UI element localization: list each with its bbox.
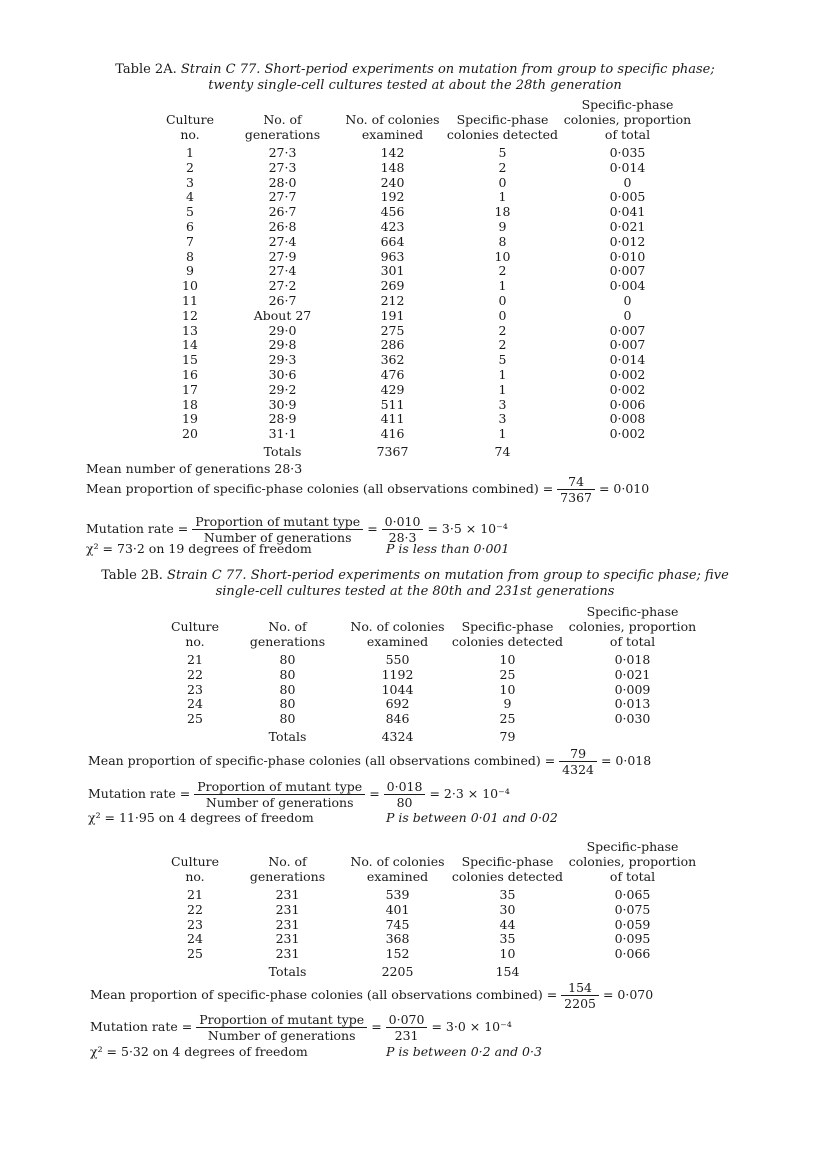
mutation-rate-eq: = — [369, 786, 380, 801]
table-cell: 0·004 — [609, 278, 646, 294]
fraction-denominator: 80 — [396, 795, 413, 810]
table-cell: 2 — [498, 322, 507, 338]
table-cell: 35 — [499, 887, 516, 902]
table-header-row — [160, 604, 700, 653]
table-2b-mean-proportion — [88, 746, 651, 777]
table-cell: 1044 — [381, 681, 414, 697]
table-2a-mean-generations: Mean number of generations 28·3 — [86, 461, 303, 476]
table-cell: 0·021 — [609, 218, 646, 234]
table-cell: 0 — [498, 292, 507, 308]
empty-cell — [160, 727, 230, 745]
table-row — [160, 697, 700, 712]
table-cell: 35 — [499, 931, 516, 947]
table-cell: 362 — [380, 352, 405, 368]
table-2a — [155, 97, 695, 460]
table-cell: 846 — [385, 711, 410, 727]
table-2b-chi-square: χ² = 11·95 on 4 degrees of freedom — [88, 810, 314, 825]
mean-proportion-result: = 0·010 — [598, 481, 650, 496]
column-header: Specific-phase colonies detected — [451, 854, 564, 884]
table-cell: 301 — [380, 263, 405, 279]
table-cell: 231 — [275, 901, 300, 917]
table-cell: 26·7 — [268, 204, 297, 220]
table-cell: 1 — [498, 278, 507, 294]
table-cell: 0·021 — [614, 666, 651, 682]
table-cell: 231 — [275, 931, 300, 947]
table-cell: 275 — [380, 322, 405, 338]
table-cell: 2 — [186, 159, 194, 175]
mutation-rate-formula — [196, 1012, 367, 1043]
table-row — [155, 368, 695, 383]
total-colonies: 4324 — [381, 728, 414, 744]
table-cell: 29·3 — [268, 352, 297, 368]
fraction-numerator: Proportion of mutant type — [194, 779, 365, 795]
table-cell: 30·6 — [268, 366, 297, 382]
table-cell: 0·008 — [609, 411, 646, 427]
table-cell: 22 — [187, 901, 203, 917]
table-cell: 27·2 — [268, 278, 297, 294]
table-cell: 27·3 — [268, 145, 297, 160]
table-cell: 3 — [186, 174, 194, 190]
table-cell: 27·3 — [268, 159, 297, 175]
table-cell: 14 — [182, 337, 198, 353]
table-cell: 4 — [186, 189, 194, 205]
fraction-numerator: 0·018 — [384, 779, 426, 795]
total-detected: 74 — [494, 443, 511, 459]
table-cell: 3 — [498, 411, 507, 427]
table-cell: 3 — [498, 396, 507, 412]
table-cell: 2 — [498, 337, 507, 353]
table-2c-p-value: P is between 0·2 and 0·3 — [386, 1044, 542, 1059]
empty-cell — [565, 962, 700, 980]
totals-row — [160, 727, 700, 745]
table-cell: 1 — [186, 145, 194, 160]
column-header: No. of colonies examined — [345, 112, 440, 142]
column-header: No. of generations — [249, 619, 326, 649]
table-cell: 25 — [187, 711, 203, 727]
table-2b-gen231 — [160, 839, 700, 980]
table-2a-mean-proportion — [86, 474, 649, 505]
table-cell: 6 — [186, 218, 194, 234]
column-header: Culture no. — [170, 619, 220, 649]
table-cell: 25 — [499, 711, 516, 727]
table-cell: 29·8 — [268, 337, 297, 353]
table-cell: 511 — [380, 396, 405, 412]
table-cell: 31·1 — [268, 426, 297, 442]
table-cell: 152 — [385, 946, 410, 962]
table-cell: 539 — [385, 887, 410, 902]
table-cell: 231 — [275, 946, 300, 962]
table-cell: 18 — [494, 204, 511, 220]
table-cell: 21 — [187, 652, 203, 667]
fraction-numerator: 154 — [561, 980, 599, 996]
table-row — [155, 161, 695, 176]
table-row — [155, 250, 695, 265]
table-cell: 8 — [498, 233, 507, 249]
table-cell: 240 — [380, 174, 405, 190]
table-cell: 27·4 — [268, 263, 297, 279]
table-cell: 0 — [498, 307, 507, 323]
table-row — [160, 947, 700, 962]
table-cell: 29·0 — [268, 322, 297, 338]
table-row — [160, 683, 700, 698]
table-cell: 1 — [498, 366, 507, 382]
mean-proportion-fraction — [561, 980, 599, 1011]
table-cell: 9 — [498, 218, 507, 234]
column-header: Specific-phase colonies, proportion of total — [568, 839, 697, 884]
table-cell: 16 — [182, 366, 198, 382]
table-2b-gen80 — [160, 604, 700, 745]
table-cell: 1 — [498, 426, 507, 442]
table-cell: 0·095 — [614, 931, 651, 947]
table-cell: 0·002 — [609, 366, 646, 382]
mutation-rate-result: = 3·0 × 10⁻⁴ — [431, 1019, 512, 1034]
table-row — [160, 932, 700, 947]
table-2a-chi-square: χ² = 73·2 on 19 degrees of freedom — [86, 541, 312, 556]
table-row — [155, 176, 695, 191]
table-cell: 0 — [498, 174, 507, 190]
mean-proportion-text: Mean proportion of specific-phase colonies (all observations combined) = — [88, 753, 556, 768]
table-row — [160, 712, 700, 727]
table-cell: 80 — [279, 652, 296, 667]
table-row — [155, 353, 695, 368]
table-cell: 27·4 — [268, 233, 297, 249]
table-cell: 416 — [380, 426, 405, 442]
table-cell: 1 — [498, 189, 507, 205]
column-header: Specific-phase colonies, proportion of total — [563, 97, 692, 142]
fraction-denominator: 231 — [394, 1028, 419, 1043]
table-cell: 18 — [182, 396, 198, 412]
fraction-denominator: 7367 — [560, 490, 592, 505]
table-cell: About 27 — [253, 307, 312, 323]
mutation-rate-result: = 3·5 × 10⁻⁴ — [427, 521, 508, 536]
mutation-rate-eq: = — [367, 521, 378, 536]
mutation-rate-label: Mutation rate = — [90, 1019, 193, 1034]
table-cell: 80 — [279, 696, 296, 712]
mean-proportion-result: = 0·070 — [602, 987, 654, 1002]
mutation-rate-formula — [194, 779, 365, 810]
table-2b-caption-lead: Table 2B. — [101, 568, 163, 583]
fraction-denominator: Number of generations — [203, 530, 352, 545]
table-cell: 27·9 — [268, 248, 297, 264]
mean-proportion-result: = 0·018 — [600, 753, 652, 768]
table-cell: 25 — [499, 666, 516, 682]
table-cell: 269 — [380, 278, 405, 294]
table-cell: 368 — [385, 931, 410, 947]
table-cell: 429 — [380, 381, 405, 397]
table-cell: 0·065 — [614, 887, 651, 902]
table-row — [155, 235, 695, 250]
table-cell: 22 — [187, 666, 203, 682]
mutation-rate-label: Mutation rate = — [86, 521, 189, 536]
table-cell: 231 — [275, 887, 300, 902]
table-cell: 5 — [186, 204, 194, 220]
table-cell: 664 — [380, 233, 405, 249]
empty-cell — [560, 442, 695, 460]
table-cell: 0·002 — [609, 381, 646, 397]
table-cell: 11 — [182, 292, 198, 308]
table-2a-p-value: P is less than 0·001 — [386, 541, 510, 556]
table-cell: 550 — [385, 652, 410, 667]
table-cell: 25 — [187, 946, 203, 962]
table-2a-caption — [90, 62, 740, 94]
table-cell: 0 — [623, 292, 632, 308]
mutation-rate-label: Mutation rate = — [88, 786, 191, 801]
table-cell: 1192 — [381, 666, 414, 682]
mutation-rate-eq: = — [371, 1019, 382, 1034]
table-header-row — [155, 97, 695, 146]
table-cell: 0·007 — [609, 263, 646, 279]
table-2b-caption-line2: single-cell cultures tested at the 80th and 231st generations — [215, 584, 615, 599]
table-cell: 148 — [380, 159, 405, 175]
table-row — [155, 338, 695, 353]
column-header: Culture no. — [165, 112, 215, 142]
table-2a-caption-line1: Strain C 77. Short-period experiments on mutation from group to specific phase; — [180, 62, 715, 77]
table-cell: 80 — [279, 681, 296, 697]
table-cell: 5 — [498, 352, 507, 368]
table-cell: 23 — [187, 916, 203, 932]
table-cell: 17 — [182, 381, 198, 397]
table-row — [155, 146, 695, 161]
table-cell: 0 — [623, 307, 632, 323]
table-2b-caption-line1: Strain C 77. Short-period experiments on mutation from group to specific phase; five — [167, 568, 729, 583]
table-cell: 401 — [385, 901, 410, 917]
table-cell: 0·041 — [609, 204, 646, 220]
fraction-numerator: 0·070 — [386, 1012, 428, 1028]
table-cell: 0·030 — [614, 711, 651, 727]
total-colonies: 7367 — [376, 443, 409, 459]
mean-proportion-fraction — [559, 746, 597, 777]
table-cell: 0 — [623, 174, 632, 190]
table-row — [155, 309, 695, 324]
table-cell: 26·7 — [268, 292, 297, 308]
fraction-denominator: Number of generations — [207, 1028, 356, 1043]
fraction-denominator: 28·3 — [388, 530, 417, 545]
table-cell: 1 — [498, 381, 507, 397]
table-cell: 745 — [385, 916, 410, 932]
table-cell: 0·010 — [609, 248, 646, 264]
table-cell: 10 — [182, 278, 198, 294]
mutation-rate-value — [384, 779, 426, 810]
table-cell: 0·018 — [614, 652, 651, 667]
table-cell: 21 — [187, 887, 203, 902]
table-row — [155, 398, 695, 413]
table-cell: 9 — [503, 696, 512, 712]
column-header: No. of generations — [249, 854, 326, 884]
table-cell: 2 — [498, 159, 507, 175]
table-row — [160, 918, 700, 933]
table-cell: 963 — [380, 248, 405, 264]
table-cell: 80 — [279, 711, 296, 727]
mean-proportion-fraction — [557, 474, 595, 505]
table-cell: 456 — [380, 204, 405, 220]
total-detected: 79 — [499, 728, 516, 744]
fraction-denominator: Number of generations — [205, 795, 354, 810]
table-cell: 10 — [499, 946, 516, 962]
table-cell: 191 — [380, 307, 405, 323]
column-header: No. of colonies examined — [350, 619, 445, 649]
total-detected: 154 — [495, 963, 520, 979]
table-2b-p-value: P is between 0·01 and 0·02 — [386, 810, 558, 825]
total-colonies: 2205 — [381, 963, 414, 979]
table-cell: 142 — [380, 145, 405, 160]
table-cell: 7 — [186, 233, 194, 249]
table-row — [155, 412, 695, 427]
totals-row — [160, 962, 700, 980]
table-cell: 15 — [182, 352, 198, 368]
fraction-numerator: Proportion of mutant type — [196, 1012, 367, 1028]
table-cell: 0·007 — [609, 337, 646, 353]
empty-cell — [565, 727, 700, 745]
table-header-row — [160, 839, 700, 888]
table-cell: 10 — [494, 248, 511, 264]
table-2b-mutation-rate — [88, 779, 510, 810]
column-header: Specific-phase colonies, proportion of total — [568, 604, 697, 649]
totals-row — [155, 442, 695, 460]
table-cell: 8 — [186, 248, 194, 264]
table-cell: 0·012 — [609, 233, 646, 249]
table-row — [160, 653, 700, 668]
table-row — [155, 220, 695, 235]
table-row — [160, 903, 700, 918]
table-cell: 44 — [499, 916, 516, 932]
table-cell: 24 — [187, 696, 203, 712]
table-row — [155, 294, 695, 309]
table-cell: 423 — [380, 218, 405, 234]
table-row — [155, 427, 695, 442]
table-row — [155, 205, 695, 220]
mean-proportion-text: Mean proportion of specific-phase colonies (all observations combined) = — [86, 481, 554, 496]
totals-label: Totals — [268, 728, 307, 744]
fraction-numerator: 0·010 — [382, 514, 424, 530]
table-cell: 20 — [182, 426, 198, 442]
empty-cell — [155, 442, 225, 460]
table-cell: 0·075 — [614, 901, 651, 917]
table-cell: 9 — [186, 263, 194, 279]
table-cell: 411 — [380, 411, 405, 427]
fraction-denominator: 2205 — [564, 996, 596, 1011]
table-cell: 212 — [380, 292, 405, 308]
table-cell: 29·2 — [268, 381, 297, 397]
table-cell: 286 — [380, 337, 405, 353]
table-cell: 5 — [498, 145, 507, 160]
table-cell: 692 — [385, 696, 410, 712]
fraction-numerator: 74 — [557, 474, 595, 490]
table-cell: 0·066 — [614, 946, 651, 962]
totals-label: Totals — [268, 963, 307, 979]
table-cell: 0·014 — [609, 352, 646, 368]
table-cell: 30 — [499, 901, 516, 917]
table-cell: 27·7 — [268, 189, 297, 205]
totals-label: Totals — [263, 443, 302, 459]
table-cell: 0·007 — [609, 322, 646, 338]
table-cell: 26·8 — [268, 218, 297, 234]
table-cell: 28·0 — [268, 174, 297, 190]
table-2c-mean-proportion — [90, 980, 653, 1011]
table-cell: 28·9 — [268, 411, 297, 427]
table-cell: 0·013 — [614, 696, 651, 712]
table-2c-chi-square: χ² = 5·32 on 4 degrees of freedom — [90, 1044, 308, 1059]
table-row — [155, 324, 695, 339]
fraction-denominator: 4324 — [562, 762, 594, 777]
table-cell: 2 — [498, 263, 507, 279]
table-row — [155, 279, 695, 294]
table-2a-caption-line2: twenty single-cell cultures tested at about the 28th generation — [208, 78, 622, 93]
table-row — [155, 190, 695, 205]
column-header: Culture no. — [170, 854, 220, 884]
table-cell: 12 — [182, 307, 198, 323]
fraction-numerator: Proportion of mutant type — [192, 514, 363, 530]
column-header: Specific-phase colonies detected — [451, 619, 564, 649]
table-cell: 24 — [187, 931, 203, 947]
table-cell: 0·006 — [609, 396, 646, 412]
empty-cell — [160, 962, 230, 980]
table-cell: 0·002 — [609, 426, 646, 442]
table-cell: 13 — [182, 322, 198, 338]
table-cell: 10 — [499, 652, 516, 667]
table-cell: 10 — [499, 681, 516, 697]
table-cell: 30·9 — [268, 396, 297, 412]
column-header: No. of colonies examined — [350, 854, 445, 884]
table-cell: 0·009 — [614, 681, 651, 697]
table-cell: 192 — [380, 189, 405, 205]
table-cell: 0·005 — [609, 189, 646, 205]
column-header: Specific-phase colonies detected — [446, 112, 559, 142]
table-cell: 0·014 — [609, 159, 646, 175]
mutation-rate-result: = 2·3 × 10⁻⁴ — [429, 786, 510, 801]
table-cell: 19 — [182, 411, 198, 427]
column-header: No. of generations — [244, 112, 321, 142]
table-2c-mutation-rate — [90, 1012, 512, 1043]
table-2b-caption — [90, 568, 740, 600]
table-cell: 476 — [380, 366, 405, 382]
table-2a-caption-lead: Table 2A. — [115, 62, 177, 77]
table-cell: 23 — [187, 681, 203, 697]
table-cell: 0·035 — [609, 145, 646, 160]
table-row — [155, 264, 695, 279]
mutation-rate-value — [386, 1012, 428, 1043]
table-row — [155, 383, 695, 398]
table-row — [160, 668, 700, 683]
table-row — [160, 888, 700, 903]
mean-proportion-text: Mean proportion of specific-phase colonies (all observations combined) = — [90, 987, 558, 1002]
table-cell: 0·059 — [614, 916, 651, 932]
table-cell: 80 — [279, 666, 296, 682]
table-cell: 231 — [275, 916, 300, 932]
fraction-numerator: 79 — [559, 746, 597, 762]
